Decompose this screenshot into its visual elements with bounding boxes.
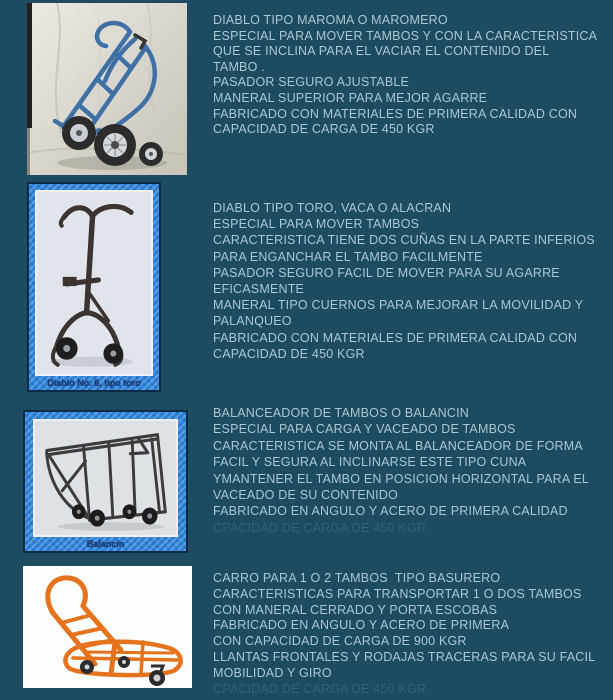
description-line: VACEADO DE SU CONTENIDO [213, 488, 398, 503]
product-photo-carro-basurero [23, 566, 192, 688]
drum-cart-illustration [37, 192, 151, 374]
description-line: FABRICADO EN ANGULO Y ACERO DE PRIMERA [213, 618, 510, 633]
description-line: ESPECIAL PARA MOVER TAMBOS [213, 217, 420, 232]
description-line: ESPECIAL PARA CARGA Y VACEADO DE TAMBOS [213, 422, 516, 437]
description-line: TAMBO . [213, 59, 265, 74]
description-line: MANERAL TIPO CUERNOS PARA MEJORAR LA MOVILIDAD Y [213, 298, 584, 313]
description-line: CARACTERISTICA TIENE DOS CUÑAS EN LA PARTE INFERIOS [213, 233, 595, 248]
description-line: CARACTERISTICA SE MONTA AL BALANCEADOR DE FORMA [213, 438, 583, 453]
hand-truck-illustration [27, 3, 187, 175]
product-title: DIABLO TIPO MAROMA O MAROMERO [213, 13, 448, 27]
photo-caption: Balancin [86, 539, 125, 549]
description-line: LLANTAS FRONTALES Y RODAJAS TRACERAS PARA SU FACIL [213, 649, 596, 664]
product-description-diablo-toro [213, 200, 595, 362]
description-line: FACIL Y SEGURA AL INCLINARSE ESTE TIPO CUNA [213, 455, 527, 470]
description-line: PASADOR SEGURO FACIL DE MOVER PARA SU AGARRE [213, 265, 560, 280]
photo-caption: Diablo No. 6, tipo toro [47, 378, 141, 388]
description-line: PASADOR SEGURO AJUSTABLE [213, 75, 410, 90]
product-title: DIABLO TIPO TORO, VACA O ALACRAN [213, 201, 452, 215]
trash-cart-illustration [23, 566, 192, 688]
product-photo-balancin [23, 410, 188, 553]
description-line: PARA ENGANCHAR EL TAMBO FACILMENTE [213, 249, 483, 264]
description-line: ESPECIAL PARA MOVER TAMBOS Y CON LA CARACTERISTICA [213, 28, 598, 43]
description-line: CAPACIDAD DE CARGA DE 450 KGR [213, 122, 435, 137]
product-description-diablo-maroma [213, 13, 597, 138]
description-line: PALANQUEO [213, 314, 292, 329]
description-line: FABRICADO CON MATERIALES DE PRIMERA CALIDAD CON [213, 330, 578, 345]
description-line: QUE SE INCLINA PARA EL VACIAR EL CONTENIDO DEL [213, 44, 550, 59]
description-line: FABRICADO EN ANGULO Y ACERO DE PRIMERA CALIDAD [213, 504, 568, 519]
description-line: MANERAL SUPERIOR PARA MEJOR AGARRE [213, 90, 488, 105]
product-description-carro-basurero [213, 571, 595, 697]
description-line: YMANTENER EL TAMBO EN POSICION HORIZONTAL PARA EL [213, 471, 590, 486]
description-line: EFICASMENTE [213, 282, 305, 297]
description-line-faded: CPACIDAD DE CARGA DE 450 KGR [213, 681, 427, 696]
product-photo-diablo-maroma [27, 3, 187, 175]
photo-frame-inner [33, 419, 178, 537]
photo-frame-inner [35, 190, 153, 376]
product-photo-diablo-toro [27, 182, 161, 392]
description-line-faded: CPACIDAD DE CARGA DE 450 KGR [213, 520, 427, 535]
description-line: MOBILIDAD Y GIRO [213, 665, 332, 680]
description-line: CON MANERAL CERRADO Y PORTA ESCOBAS [213, 602, 498, 617]
description-line: CON CAPACIDAD DE CARGA DE 900 KGR [213, 634, 467, 649]
product-description-balancin [213, 405, 589, 536]
product-title: CARRO PARA 1 O 2 TAMBOS TIPO BASURERO [213, 571, 501, 585]
product-title: BALANCEADOR DE TAMBOS O BALANCIN [213, 406, 469, 420]
drum-balancer-illustration [35, 421, 176, 535]
description-line: CARACTERISTICAS PARA TRANSPORTAR 1 O DOS TAMBOS [213, 586, 582, 601]
description-line: CAPACIDAD DE 450 KGR [213, 346, 365, 361]
description-line: FABRICADO CON MATERIALES DE PRIMERA CALIDAD CON [213, 106, 578, 121]
